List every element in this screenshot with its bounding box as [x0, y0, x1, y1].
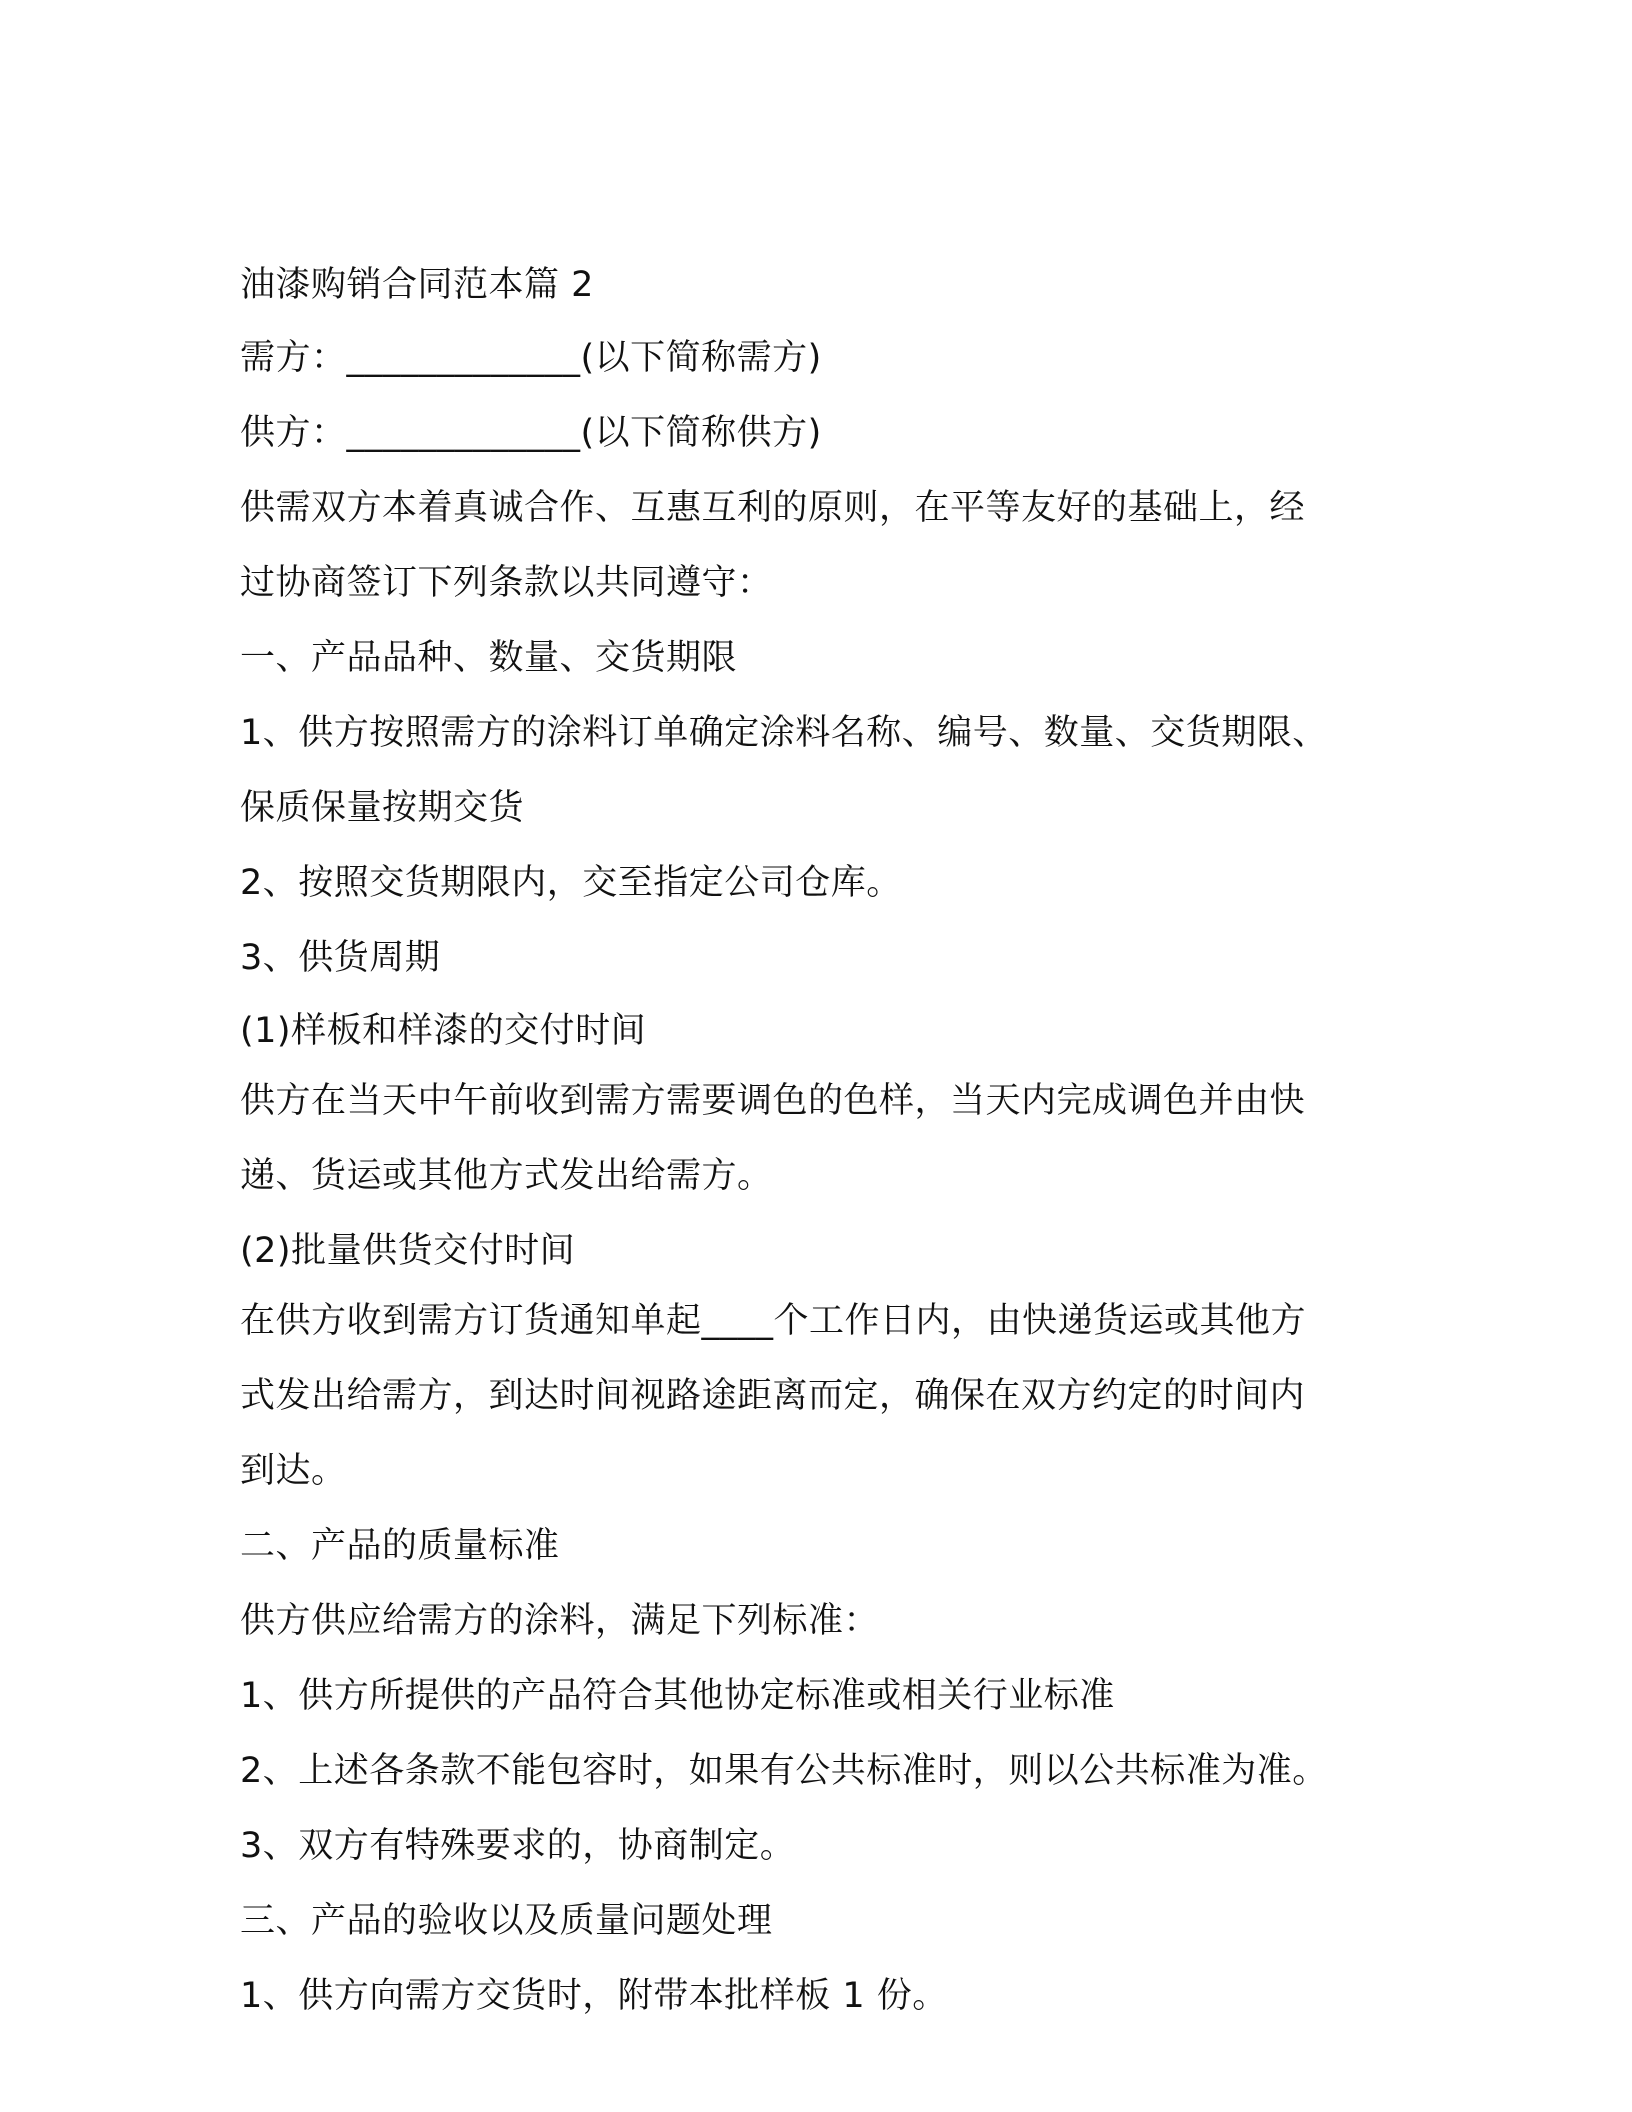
section-heading: 三、产品的验收以及质量问题处理 [240, 1901, 773, 1941]
supplier-line: 供方：_____________(以下简称供方) [240, 413, 822, 453]
buyer-line: 需方：_____________(以下简称需方) [240, 338, 822, 378]
paragraph-line: 供需双方本着真诚合作、互惠互利的原则，在平等友好的基础上，经 [240, 488, 1306, 528]
paragraph-line: 1、供方所提供的产品符合其他协定标准或相关行业标准 [240, 1676, 1115, 1716]
document-title: 油漆购销合同范本篇 2 [240, 265, 594, 305]
subsection-heading: (1)样板和样漆的交付时间 [240, 1011, 647, 1051]
paragraph-line: 递、货运或其他方式发出给需方。 [240, 1156, 773, 1196]
paragraph-line: 到达。 [240, 1451, 347, 1491]
subsection-heading: (2)批量供货交付时间 [240, 1231, 576, 1271]
paragraph-line: 1、供方按照需方的涂料订单确定涂料名称、编号、数量、交货期限、 [240, 713, 1328, 753]
paragraph-line: 2、按照交货期限内，交至指定公司仓库。 [240, 863, 902, 903]
section-heading: 二、产品的质量标准 [240, 1526, 560, 1566]
section-heading: 一、产品品种、数量、交货期限 [240, 638, 738, 678]
paragraph-line: 式发出给需方，到达时间视路途距离而定，确保在双方约定的时间内 [240, 1376, 1306, 1416]
paragraph-line: 1、供方向需方交货时，附带本批样板 1 份。 [240, 1976, 948, 2016]
paragraph-line: 3、双方有特殊要求的，协商制定。 [240, 1826, 796, 1866]
paragraph-line: 过协商签订下列条款以共同遵守： [240, 563, 773, 603]
document-page [240, 257, 1400, 2018]
paragraph-line: 保质保量按期交货 [240, 788, 525, 828]
paragraph-line: 2、上述各条款不能包容时，如果有公共标准时，则以公共标准为准。 [240, 1751, 1328, 1791]
paragraph-line: 在供方收到需方订货通知单起____个工作日内，由快递货运或其他方 [240, 1301, 1307, 1341]
paragraph-line: 供方供应给需方的涂料，满足下列标准： [240, 1601, 880, 1641]
paragraph-line: 供方在当天中午前收到需方需要调色的色样，当天内完成调色并由快 [240, 1081, 1306, 1121]
paragraph-line: 3、供货周期 [240, 938, 441, 978]
